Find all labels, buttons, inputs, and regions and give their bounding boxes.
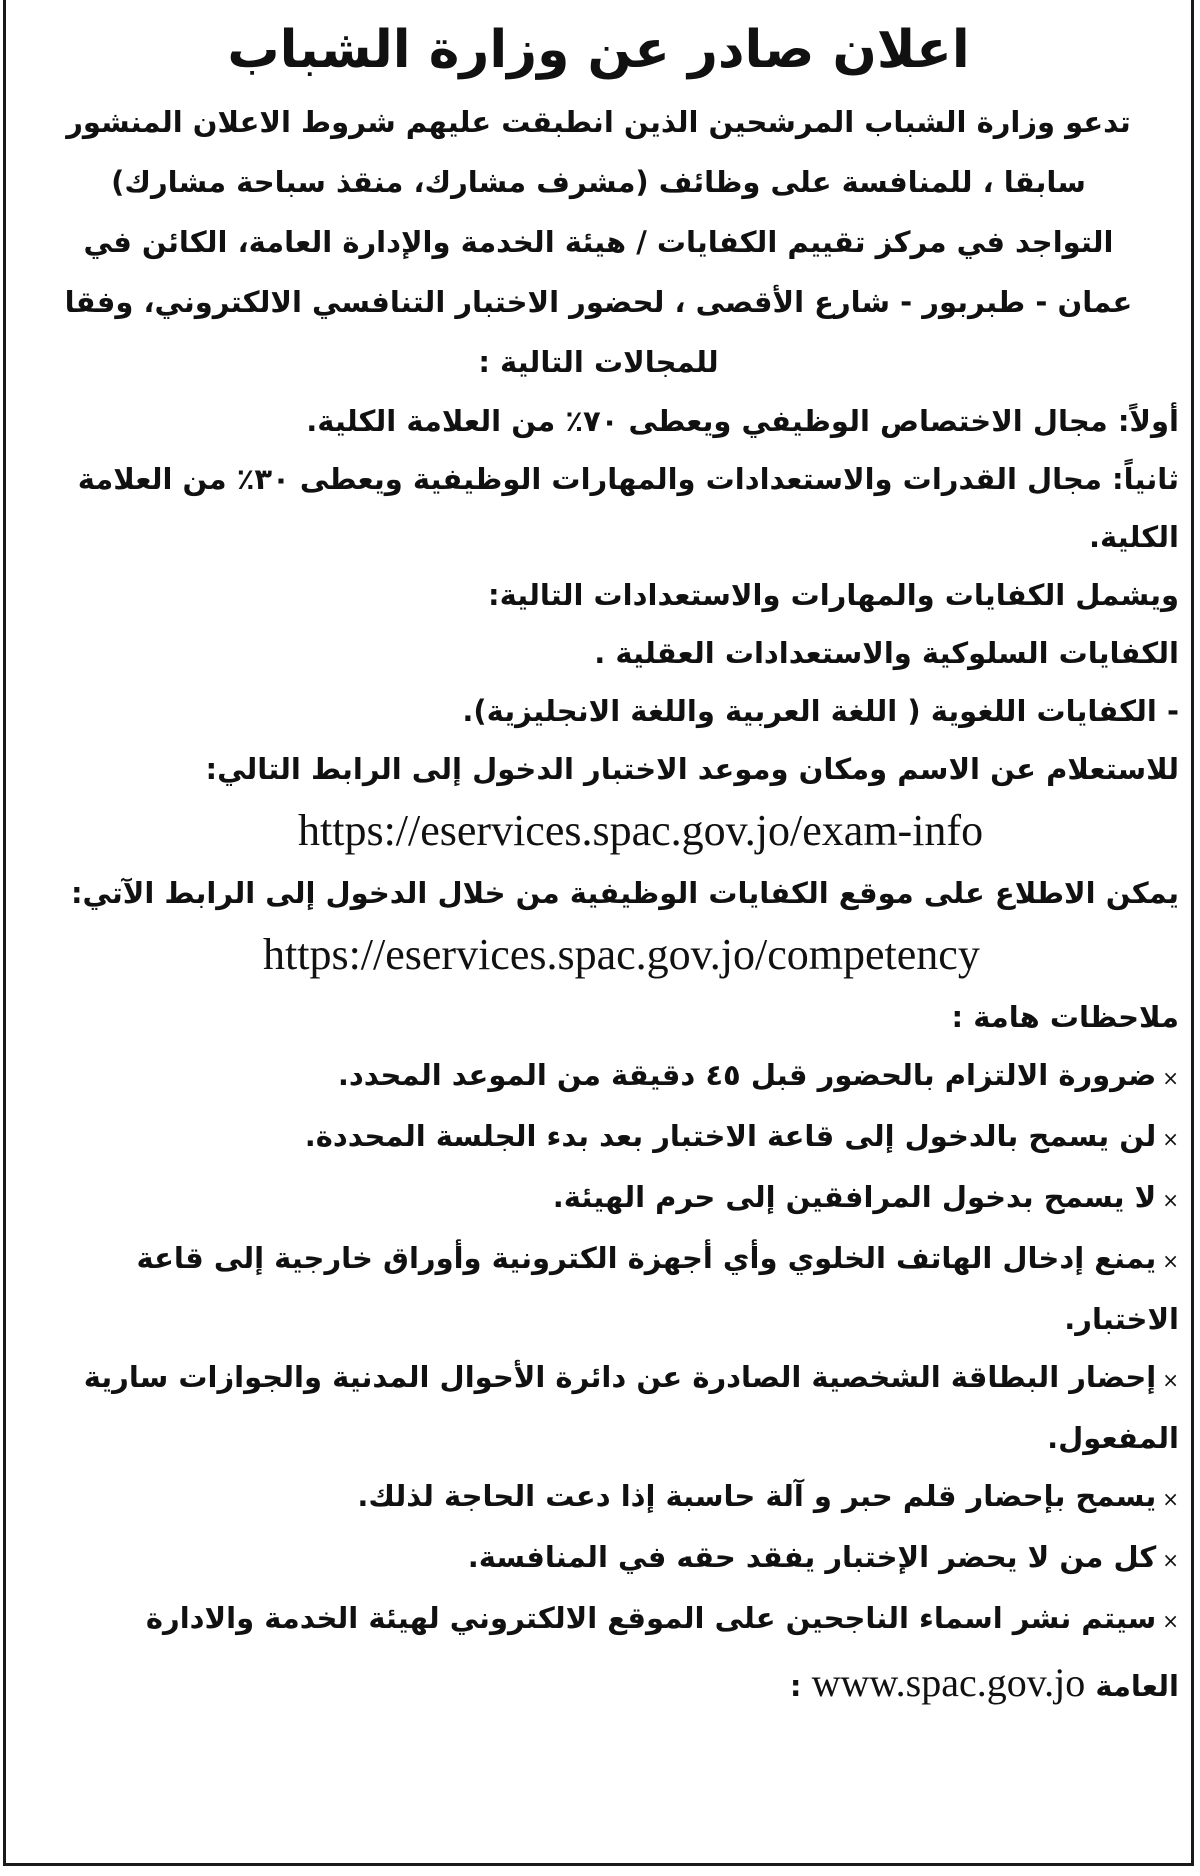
field-first: أولاً: مجال الاختصاص الوظيفي ويعطى ٧٠٪ من العلامة الكلية.	[306, 404, 1179, 438]
intro-line: للمجالات التالية :	[478, 345, 719, 379]
includes-heading: ويشمل الكفايات والمهارات والاستعدادات التالية:	[487, 578, 1179, 612]
note-text: يمنع إدخال الهاتف الخلوي وأي أجهزة الكترونية وأوراق خارجية إلى قاعة الاختبار.	[136, 1241, 1179, 1336]
bullet-marker: ×	[1162, 1609, 1179, 1633]
bullet-marker: ×	[1162, 1548, 1179, 1572]
note-text: سيتم نشر اسماء الناجحين على الموقع الالكتروني لهيئة الخدمة والادارة	[145, 1601, 1157, 1635]
includes-item: الكفايات السلوكية والاستعدادات العقلية .	[594, 636, 1179, 670]
spac-website-link[interactable]: www.spac.gov.jo	[811, 1660, 1086, 1705]
intro-line: سابقا ، للمنافسة على وظائف (مشرف مشارك، منقذ سباحة مشارك)	[111, 165, 1086, 199]
notes-heading: ملاحظات هامة :	[951, 1000, 1179, 1034]
inquiry-text: للاستعلام عن الاسم ومكان وموعد الاختبار الدخول إلى الرابط التالي:	[205, 752, 1179, 786]
note-item	[18, 1107, 1179, 1168]
includes-item: - الكفايات اللغوية ( اللغة العربية واللغة الانجليزية).	[462, 694, 1179, 728]
announcement-frame	[3, 0, 1194, 1866]
bullet-marker: ×	[1162, 1368, 1179, 1392]
bullet-marker: ×	[1162, 1066, 1179, 1090]
note-item	[18, 1046, 1179, 1107]
note-item	[18, 1589, 1179, 1650]
note-item	[18, 1528, 1179, 1589]
note-item-continuation	[18, 1650, 1179, 1719]
note-item	[18, 1229, 1179, 1348]
intro-line: تدعو وزارة الشباب المرشحين الذين انطبقت عليهم شروط الاعلان المنشور	[66, 105, 1131, 139]
note-text: يسمح بإحضار قلم حبر و آلة حاسبة إذا دعت الحاجة لذلك.	[357, 1479, 1157, 1513]
note-text: لن يسمح بالدخول إلى قاعة الاختبار بعد بدء الجلسة المحددة.	[304, 1119, 1157, 1153]
field-second: ثانياً: مجال القدرات والاستعدادات والمهارات الوظيفية ويعطى ٣٠٪ من العلامة الكلية.	[77, 462, 1179, 554]
note-item	[18, 1348, 1179, 1467]
note-text: لا يسمح بدخول المرافقين إلى حرم الهيئة.	[552, 1180, 1157, 1214]
competency-text: يمكن الاطلاع على موقع الكفايات الوظيفية من خلال الدخول إلى الرابط الآتي:	[70, 876, 1179, 910]
note-text: إحضار البطاقة الشخصية الصادرة عن دائرة الأحوال المدنية والجوازات سارية المفعول.	[83, 1360, 1179, 1455]
intro-line: التواجد في مركز تقييم الكفايات / هيئة الخدمة والإدارة العامة، الكائن في	[83, 225, 1114, 259]
competency-link[interactable]: https://eservices.spac.gov.jo/competency	[263, 930, 980, 979]
bullet-marker: ×	[1162, 1249, 1179, 1273]
intro-line: عمان - طبربور - شارع الأقصى ، لحضور الاختبار التنافسي الالكتروني، وفقا	[64, 285, 1133, 319]
exam-info-link[interactable]: https://eservices.spac.gov.jo/exam-info	[298, 806, 984, 855]
note-text: ضرورة الالتزام بالحضور قبل ٤٥ دقيقة من الموعد المحدد.	[337, 1058, 1157, 1092]
bullet-marker: ×	[1162, 1127, 1179, 1151]
intro-paragraph	[18, 92, 1179, 392]
bullet-marker: ×	[1162, 1487, 1179, 1511]
note-text: العامة	[1095, 1669, 1179, 1703]
announcement-title: اعلان صادر عن وزارة الشباب	[227, 20, 970, 80]
bullet-marker: ×	[1162, 1188, 1179, 1212]
note-text: :	[789, 1669, 802, 1703]
note-text: كل من لا يحضر الإختبار يفقد حقه في المنافسة.	[467, 1540, 1157, 1574]
note-item	[18, 1467, 1179, 1528]
note-item	[18, 1168, 1179, 1229]
